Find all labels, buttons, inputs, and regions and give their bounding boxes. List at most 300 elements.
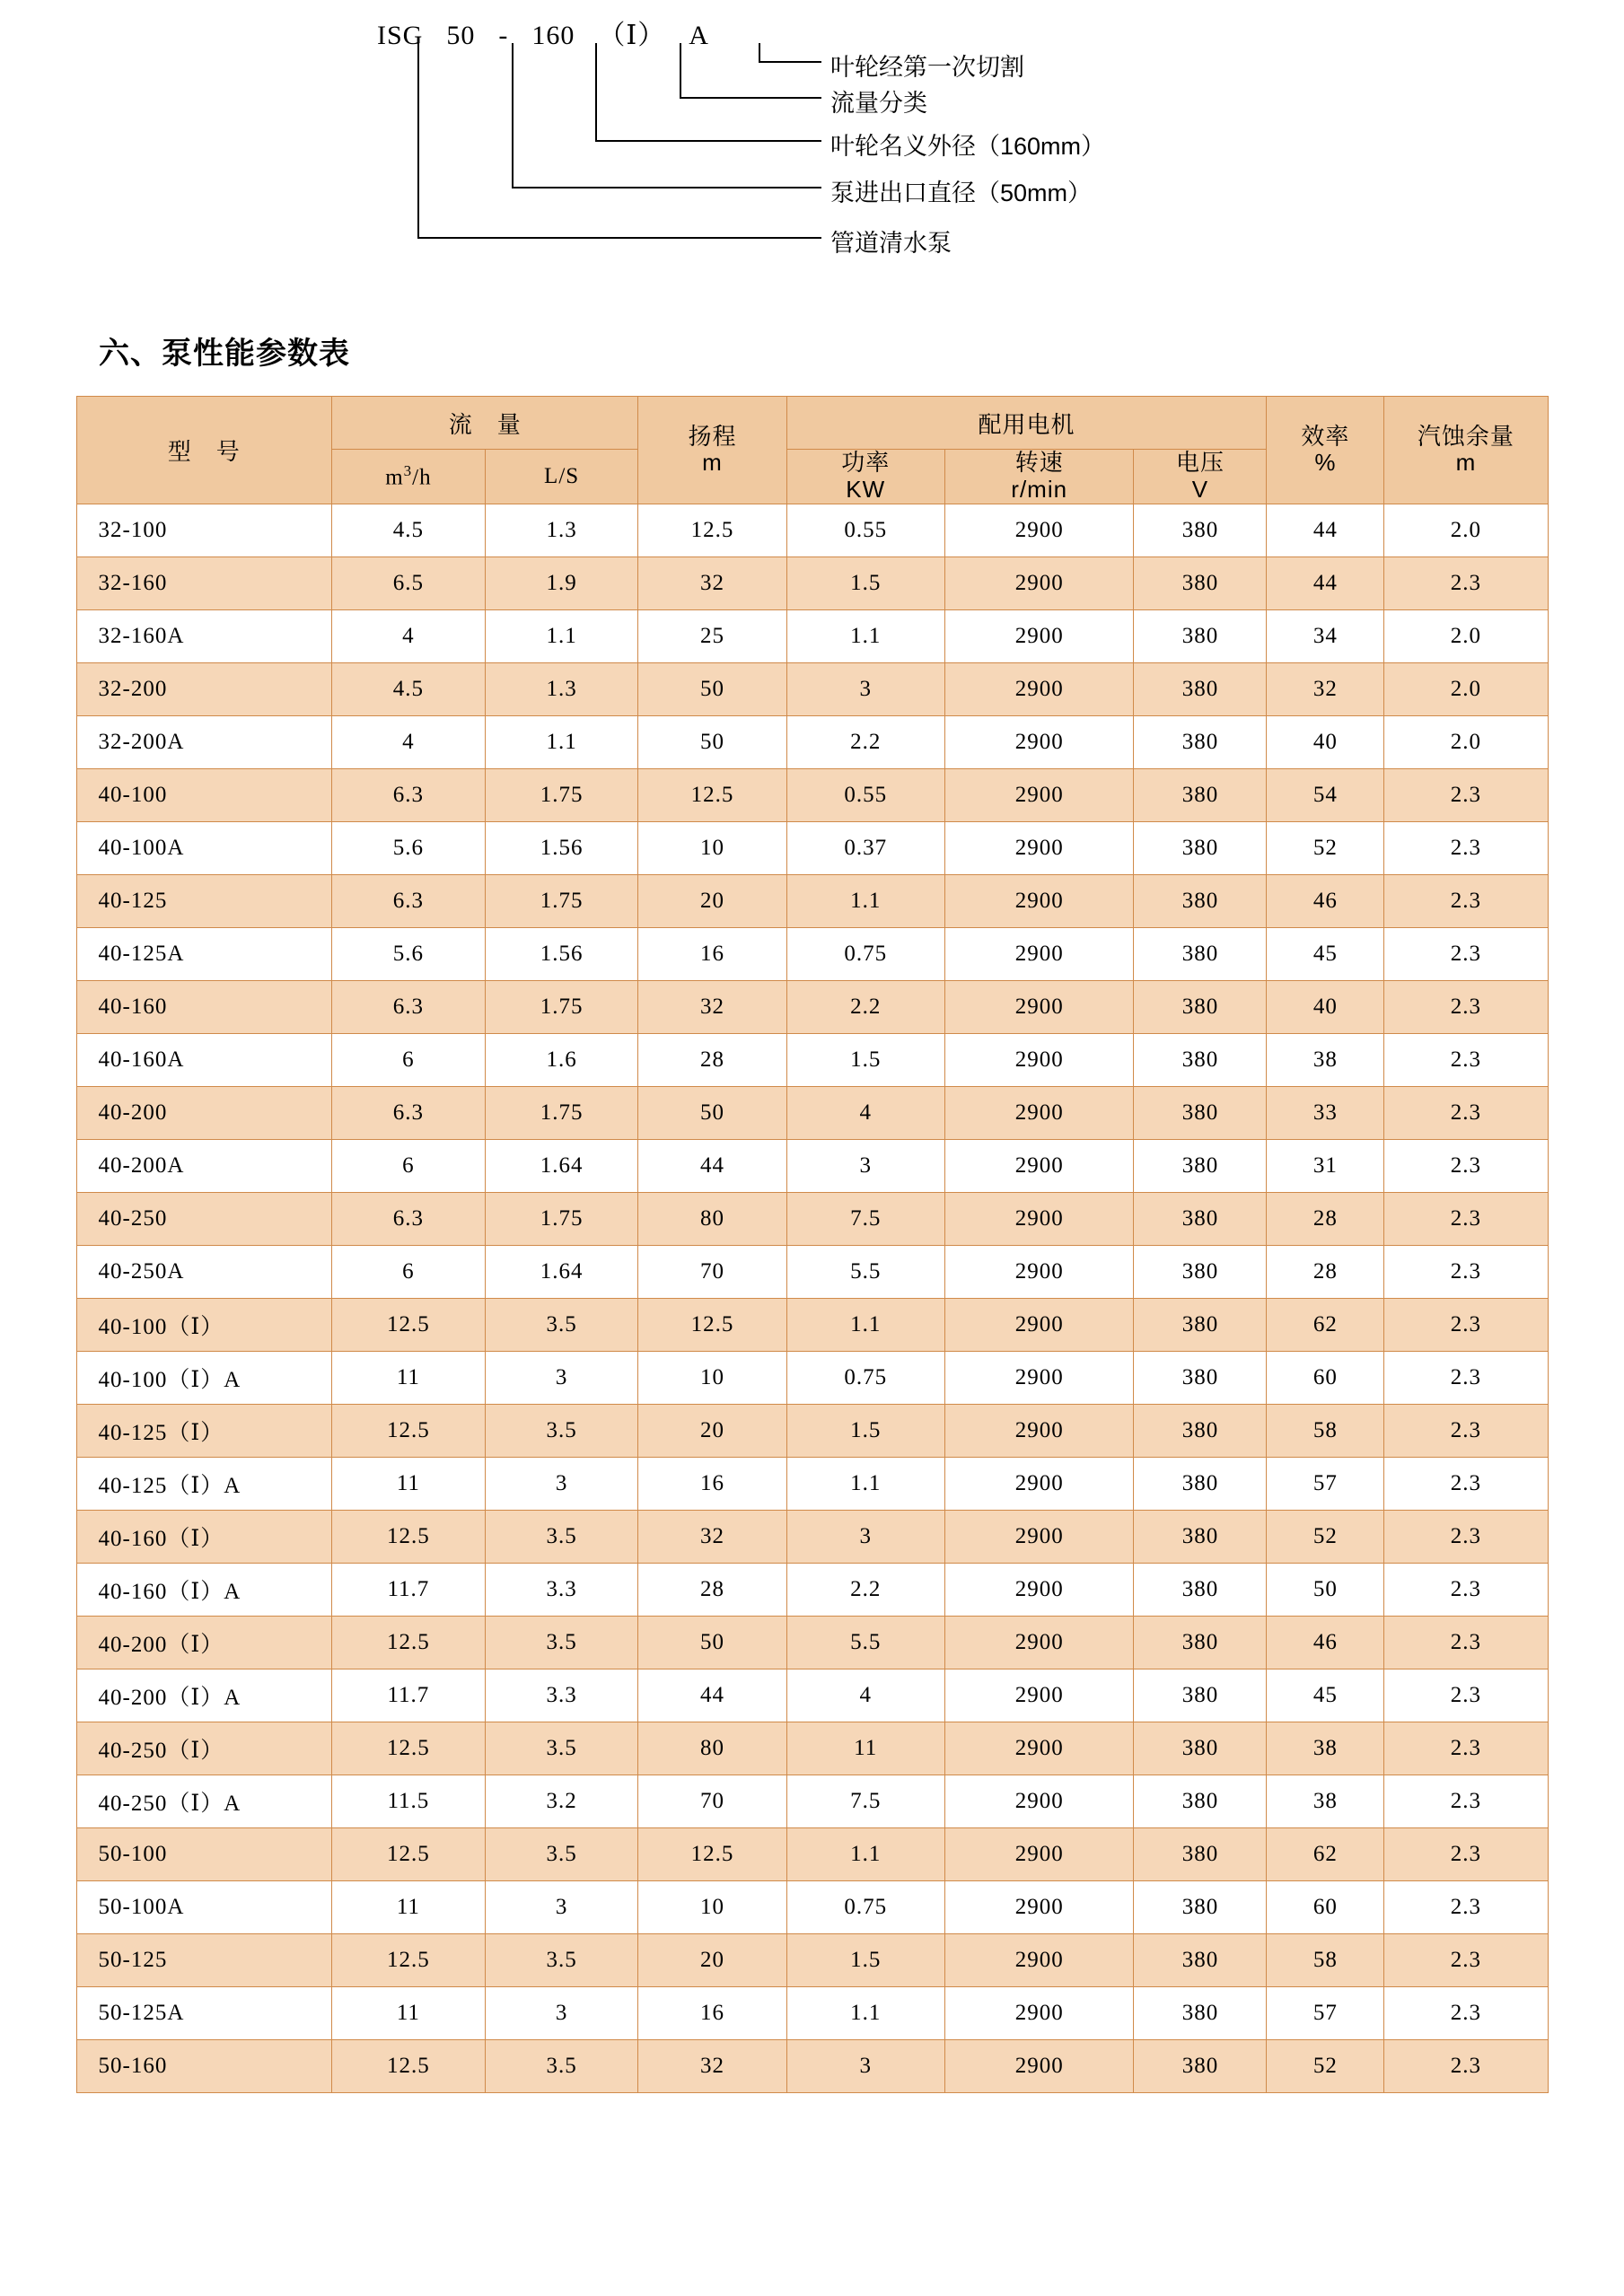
cell-model: 40-160 (76, 980, 332, 1033)
cell-model: 40-200A (76, 1139, 332, 1192)
table-cell: 38 (1267, 1775, 1384, 1827)
table-cell: 2.2 (786, 1563, 944, 1616)
table-cell: 12.5 (332, 2039, 486, 2092)
table-cell: 2.3 (1384, 1722, 1548, 1775)
table-row (76, 1827, 1548, 1880)
table-cell: 12.5 (638, 504, 786, 556)
table-cell: 380 (1134, 1298, 1267, 1351)
section-title: 六、泵性能参数表 (99, 337, 350, 371)
table-row (76, 927, 1548, 980)
table-cell: 4 (332, 609, 486, 662)
table-cell: 380 (1134, 1933, 1267, 1986)
table-row (76, 1669, 1548, 1722)
table-cell: 3 (786, 1139, 944, 1192)
table-cell: 380 (1134, 874, 1267, 927)
header-power (786, 450, 944, 504)
table-cell: 50 (638, 662, 786, 715)
table-cell: 2900 (944, 1775, 1134, 1827)
table-cell: 3.5 (485, 1616, 638, 1669)
header-npsh-label: 汽蚀余量 (1417, 422, 1514, 450)
table-row (76, 768, 1548, 821)
table-cell: 1.56 (485, 821, 638, 874)
header-voltage-unit: V (1191, 475, 1209, 503)
table-cell: 380 (1134, 2039, 1267, 2092)
leader-line-5 (417, 43, 821, 239)
table-cell: 45 (1267, 927, 1384, 980)
table-cell: 1.75 (485, 768, 638, 821)
table-cell: 2900 (944, 1880, 1134, 1933)
cell-model: 32-200 (76, 662, 332, 715)
table-cell: 2.3 (1384, 1404, 1548, 1457)
table-cell: 5.5 (786, 1616, 944, 1669)
header-efficiency-label: 效率 (1301, 422, 1350, 450)
table-cell: 2900 (944, 1192, 1134, 1245)
header-voltage (1134, 450, 1267, 504)
pump-performance-table (76, 396, 1549, 2093)
table-cell: 3 (485, 1351, 638, 1404)
table-cell: 2.2 (786, 980, 944, 1033)
header-head-unit: m (702, 449, 723, 477)
table-cell: 11.7 (332, 1669, 486, 1722)
cell-model: 32-160A (76, 609, 332, 662)
table-cell: 11 (332, 1351, 486, 1404)
table-cell: 1.56 (485, 927, 638, 980)
table-cell: 50 (638, 1616, 786, 1669)
table-cell: 2.3 (1384, 1298, 1548, 1351)
table-cell: 3.3 (485, 1669, 638, 1722)
cell-model: 40-250（Ⅰ）A (76, 1775, 332, 1827)
table-cell: 52 (1267, 2039, 1384, 2092)
cell-model: 40-100（Ⅰ）A (76, 1351, 332, 1404)
header-speed (944, 450, 1134, 504)
table-cell: 11 (332, 1986, 486, 2039)
table-cell: 380 (1134, 556, 1267, 609)
table-cell: 1.1 (485, 715, 638, 768)
table-cell: 2900 (944, 2039, 1134, 2092)
table-cell: 1.5 (786, 556, 944, 609)
cell-model: 40-160（Ⅰ） (76, 1510, 332, 1563)
table-cell: 2900 (944, 874, 1134, 927)
table-cell: 380 (1134, 662, 1267, 715)
table-cell: 2.0 (1384, 715, 1548, 768)
header-flow-unit-m: m (385, 465, 404, 490)
table-cell: 4 (786, 1086, 944, 1139)
header-speed-label: 转速 (1014, 449, 1064, 476)
table-cell: 380 (1134, 1880, 1267, 1933)
table-cell: 0.75 (786, 1351, 944, 1404)
table-cell: 3 (485, 1457, 638, 1510)
table-cell: 2900 (944, 1510, 1134, 1563)
table-cell: 28 (1267, 1192, 1384, 1245)
table-cell: 6.3 (332, 1192, 486, 1245)
table-cell: 4 (786, 1669, 944, 1722)
table-cell: 380 (1134, 1139, 1267, 1192)
table-cell: 6 (332, 1033, 486, 1086)
table-cell: 2900 (944, 1351, 1134, 1404)
table-cell: 380 (1134, 1986, 1267, 2039)
table-header-row-1 (76, 397, 1548, 450)
table-cell: 6.5 (332, 556, 486, 609)
cell-model: 40-250 (76, 1192, 332, 1245)
cell-model: 40-250（Ⅰ） (76, 1722, 332, 1775)
table-cell: 12.5 (638, 1827, 786, 1880)
table-cell: 44 (638, 1669, 786, 1722)
table-cell: 4 (332, 715, 486, 768)
table-cell: 0.55 (786, 504, 944, 556)
cell-model: 50-100 (76, 1827, 332, 1880)
table-cell: 80 (638, 1722, 786, 1775)
table-cell: 7.5 (786, 1775, 944, 1827)
callout-1: 叶轮经第一次切割 (830, 54, 1024, 81)
table-cell: 44 (1267, 504, 1384, 556)
table-cell: 380 (1134, 1827, 1267, 1880)
table-cell: 380 (1134, 1192, 1267, 1245)
cell-model: 40-125 (76, 874, 332, 927)
table-cell: 2.3 (1384, 927, 1548, 980)
table-cell: 380 (1134, 1563, 1267, 1616)
table-cell: 38 (1267, 1033, 1384, 1086)
table-cell: 50 (638, 715, 786, 768)
header-npsh-unit: m (1455, 449, 1477, 477)
code-part-roman: （Ⅰ） (598, 21, 666, 50)
table-cell: 10 (638, 1351, 786, 1404)
table-cell: 6 (332, 1245, 486, 1298)
table-cell: 5.5 (786, 1245, 944, 1298)
header-motor: 配用电机 (786, 397, 1267, 450)
table-cell: 28 (638, 1563, 786, 1616)
table-cell: 1.75 (485, 874, 638, 927)
table-cell: 2900 (944, 1669, 1134, 1722)
header-speed-unit: r/min (1011, 475, 1068, 503)
table-cell: 46 (1267, 874, 1384, 927)
table-cell: 12.5 (638, 1298, 786, 1351)
table-cell: 70 (638, 1775, 786, 1827)
table-cell: 1.1 (786, 1298, 944, 1351)
table-cell: 380 (1134, 821, 1267, 874)
table-cell: 62 (1267, 1298, 1384, 1351)
table-cell: 5.6 (332, 927, 486, 980)
cell-model: 40-200 (76, 1086, 332, 1139)
table-cell: 2900 (944, 1563, 1134, 1616)
table-cell: 1.1 (786, 874, 944, 927)
header-voltage-label: 电压 (1175, 449, 1225, 476)
table-cell: 2900 (944, 1404, 1134, 1457)
table-cell: 2900 (944, 1933, 1134, 1986)
table-cell: 380 (1134, 927, 1267, 980)
table-row (76, 980, 1548, 1033)
table-cell: 32 (638, 980, 786, 1033)
table-cell: 40 (1267, 980, 1384, 1033)
table-cell: 2.3 (1384, 1933, 1548, 1986)
table-cell: 380 (1134, 1086, 1267, 1139)
table-cell: 32 (638, 2039, 786, 2092)
table-cell: 1.1 (786, 1986, 944, 2039)
table-cell: 3.5 (485, 1404, 638, 1457)
table-cell: 2.3 (1384, 1775, 1548, 1827)
table-cell: 2900 (944, 556, 1134, 609)
table-cell: 12.5 (332, 1616, 486, 1669)
table-cell: 57 (1267, 1986, 1384, 2039)
table-row (76, 1086, 1548, 1139)
table-cell: 52 (1267, 1510, 1384, 1563)
table-cell: 2.3 (1384, 980, 1548, 1033)
table-cell: 3 (485, 1880, 638, 1933)
table-cell: 2900 (944, 1033, 1134, 1086)
header-head-label: 扬程 (688, 422, 737, 450)
table-cell: 2900 (944, 1245, 1134, 1298)
table-cell: 20 (638, 874, 786, 927)
table-cell: 16 (638, 1457, 786, 1510)
table-cell: 2900 (944, 768, 1134, 821)
table-cell: 6.3 (332, 1086, 486, 1139)
table-cell: 28 (1267, 1245, 1384, 1298)
table-cell: 2900 (944, 980, 1134, 1033)
table-cell: 2900 (944, 662, 1134, 715)
callout-2: 流量分类 (830, 90, 927, 117)
table-cell: 2.3 (1384, 874, 1548, 927)
table-cell: 5.6 (332, 821, 486, 874)
table-cell: 12.5 (332, 1933, 486, 1986)
table-cell: 58 (1267, 1404, 1384, 1457)
table-cell: 2.3 (1384, 2039, 1548, 2092)
table-cell: 380 (1134, 1616, 1267, 1669)
table-cell: 3.2 (485, 1775, 638, 1827)
table-row (76, 662, 1548, 715)
callout-5: 管道清水泵 (830, 230, 952, 257)
table-cell: 2900 (944, 504, 1134, 556)
table-cell: 10 (638, 1880, 786, 1933)
table-cell: 6 (332, 1139, 486, 1192)
table-cell: 3 (786, 662, 944, 715)
table-cell: 44 (1267, 556, 1384, 609)
table-cell: 52 (1267, 821, 1384, 874)
table-cell: 0.55 (786, 768, 944, 821)
table-row (76, 1298, 1548, 1351)
table-row (76, 1616, 1548, 1669)
table-cell: 2.3 (1384, 1986, 1548, 2039)
table-cell: 1.3 (485, 662, 638, 715)
table-cell: 3.5 (485, 1722, 638, 1775)
table-cell: 380 (1134, 1510, 1267, 1563)
cell-model: 50-160 (76, 2039, 332, 2092)
table-cell: 60 (1267, 1880, 1384, 1933)
cell-model: 32-160 (76, 556, 332, 609)
table-cell: 6.3 (332, 874, 486, 927)
cell-model: 40-160（Ⅰ）A (76, 1563, 332, 1616)
table-cell: 1.1 (786, 1827, 944, 1880)
table-cell: 1.75 (485, 1192, 638, 1245)
table-cell: 1.75 (485, 1086, 638, 1139)
table-cell: 2900 (944, 1086, 1134, 1139)
callout-4: 泵进出口直径（50mm） (830, 180, 1093, 206)
code-part-dash: - (498, 21, 509, 50)
table-cell: 12.5 (332, 1404, 486, 1457)
cell-model: 40-250A (76, 1245, 332, 1298)
table-cell: 2900 (944, 1827, 1134, 1880)
table-cell: 2.3 (1384, 1669, 1548, 1722)
header-head (638, 397, 786, 504)
table-cell: 2900 (944, 715, 1134, 768)
header-power-unit: KW (846, 475, 886, 503)
table-row (76, 1245, 1548, 1298)
table-row (76, 2039, 1548, 2092)
header-efficiency (1267, 397, 1384, 504)
table-cell: 12.5 (332, 1827, 486, 1880)
table-cell: 57 (1267, 1457, 1384, 1510)
table-cell: 12.5 (332, 1722, 486, 1775)
callout-3: 叶轮名义外径（160mm） (830, 133, 1106, 160)
table-cell: 2900 (944, 1986, 1134, 2039)
table-cell: 62 (1267, 1827, 1384, 1880)
table-cell: 2900 (944, 1298, 1134, 1351)
table-cell: 1.5 (786, 1033, 944, 1086)
table-cell: 12.5 (332, 1298, 486, 1351)
table-cell: 34 (1267, 609, 1384, 662)
table-cell: 1.5 (786, 1404, 944, 1457)
table-cell: 20 (638, 1404, 786, 1457)
header-power-label: 功率 (841, 449, 891, 476)
table-cell: 0.75 (786, 927, 944, 980)
header-flow-unit-perh: /h (412, 465, 432, 490)
table-cell: 380 (1134, 768, 1267, 821)
cell-model: 50-125A (76, 1986, 332, 2039)
table-cell: 380 (1134, 1669, 1267, 1722)
model-code-diagram (0, 0, 1624, 312)
table-cell: 380 (1134, 1457, 1267, 1510)
table-cell: 1.5 (786, 1933, 944, 1986)
table-row (76, 556, 1548, 609)
table-cell: 2.3 (1384, 1827, 1548, 1880)
table-row (76, 504, 1548, 556)
table-cell: 2900 (944, 1139, 1134, 1192)
table-cell: 2.3 (1384, 1616, 1548, 1669)
table-cell: 0.37 (786, 821, 944, 874)
cell-model: 40-125（Ⅰ） (76, 1404, 332, 1457)
table-cell: 3.5 (485, 1933, 638, 1986)
cell-model: 32-100 (76, 504, 332, 556)
table-cell: 3 (786, 2039, 944, 2092)
table-cell: 2.3 (1384, 1880, 1548, 1933)
header-efficiency-unit: % (1314, 449, 1337, 477)
table-cell: 16 (638, 1986, 786, 2039)
table-cell: 12.5 (638, 768, 786, 821)
table-cell: 1.1 (786, 609, 944, 662)
table-row (76, 1775, 1548, 1827)
table-cell: 380 (1134, 1033, 1267, 1086)
table-cell: 6.3 (332, 768, 486, 821)
table-cell: 2.0 (1384, 609, 1548, 662)
table-row (76, 1033, 1548, 1086)
table-cell: 3.5 (485, 2039, 638, 2092)
cell-model: 50-100A (76, 1880, 332, 1933)
table-cell: 11.5 (332, 1775, 486, 1827)
table-cell: 380 (1134, 1404, 1267, 1457)
cell-model: 40-100A (76, 821, 332, 874)
table-row (76, 1457, 1548, 1510)
table-cell: 16 (638, 927, 786, 980)
table-cell: 6.3 (332, 980, 486, 1033)
header-flow-unit-ls: L/S (485, 450, 638, 504)
table-cell: 10 (638, 821, 786, 874)
table-cell: 1.64 (485, 1139, 638, 1192)
header-flow: 流 量 (332, 397, 638, 450)
table-row (76, 1563, 1548, 1616)
table-cell: 2900 (944, 609, 1134, 662)
table-cell: 32 (638, 1510, 786, 1563)
table-cell: 2.0 (1384, 662, 1548, 715)
table-cell: 11 (332, 1457, 486, 1510)
table-cell: 1.1 (786, 1457, 944, 1510)
cell-model: 40-100 (76, 768, 332, 821)
table-body (76, 504, 1548, 2092)
table-row (76, 1510, 1548, 1563)
table-cell: 2900 (944, 1457, 1134, 1510)
table-row (76, 821, 1548, 874)
table-cell: 1.3 (485, 504, 638, 556)
code-part-160: 160 (531, 21, 575, 50)
table-cell: 58 (1267, 1933, 1384, 1986)
table-cell: 1.6 (485, 1033, 638, 1086)
table-cell: 1.9 (485, 556, 638, 609)
code-part-50: 50 (446, 21, 476, 50)
table-cell: 3.5 (485, 1827, 638, 1880)
table-row (76, 1880, 1548, 1933)
table-row (76, 1933, 1548, 1986)
table-cell: 70 (638, 1245, 786, 1298)
code-part-isg: ISG (377, 21, 424, 50)
table-cell: 2.3 (1384, 1192, 1548, 1245)
cell-model: 40-200（Ⅰ）A (76, 1669, 332, 1722)
table-row (76, 1986, 1548, 2039)
table-cell: 50 (638, 1086, 786, 1139)
table-cell: 2900 (944, 927, 1134, 980)
table-row (76, 1192, 1548, 1245)
table-cell: 3.5 (485, 1510, 638, 1563)
table-cell: 44 (638, 1139, 786, 1192)
table-header (76, 397, 1548, 504)
header-npsh (1384, 397, 1548, 504)
header-model: 型 号 (76, 397, 332, 504)
table-cell: 2.0 (1384, 504, 1548, 556)
cell-model: 40-160A (76, 1033, 332, 1086)
table-cell: 28 (638, 1033, 786, 1086)
table-cell: 2.3 (1384, 1139, 1548, 1192)
table-cell: 38 (1267, 1722, 1384, 1775)
table-cell: 60 (1267, 1351, 1384, 1404)
table-cell: 2900 (944, 821, 1134, 874)
table-cell: 1.75 (485, 980, 638, 1033)
cell-model: 32-200A (76, 715, 332, 768)
table-cell: 2.3 (1384, 821, 1548, 874)
table-cell: 31 (1267, 1139, 1384, 1192)
table-cell: 2.3 (1384, 1245, 1548, 1298)
table-cell: 2900 (944, 1616, 1134, 1669)
table-row (76, 1351, 1548, 1404)
table-cell: 380 (1134, 715, 1267, 768)
table-cell: 11 (332, 1880, 486, 1933)
cell-model: 40-125（Ⅰ）A (76, 1457, 332, 1510)
table-cell: 3 (485, 1986, 638, 2039)
table-cell: 32 (638, 556, 786, 609)
table-cell: 380 (1134, 1351, 1267, 1404)
table-cell: 0.75 (786, 1880, 944, 1933)
cell-model: 40-200（Ⅰ） (76, 1616, 332, 1669)
table-cell: 11.7 (332, 1563, 486, 1616)
table-cell: 380 (1134, 1722, 1267, 1775)
table-row (76, 874, 1548, 927)
table-cell: 3.3 (485, 1563, 638, 1616)
header-flow-unit-exp: 3 (403, 462, 413, 480)
